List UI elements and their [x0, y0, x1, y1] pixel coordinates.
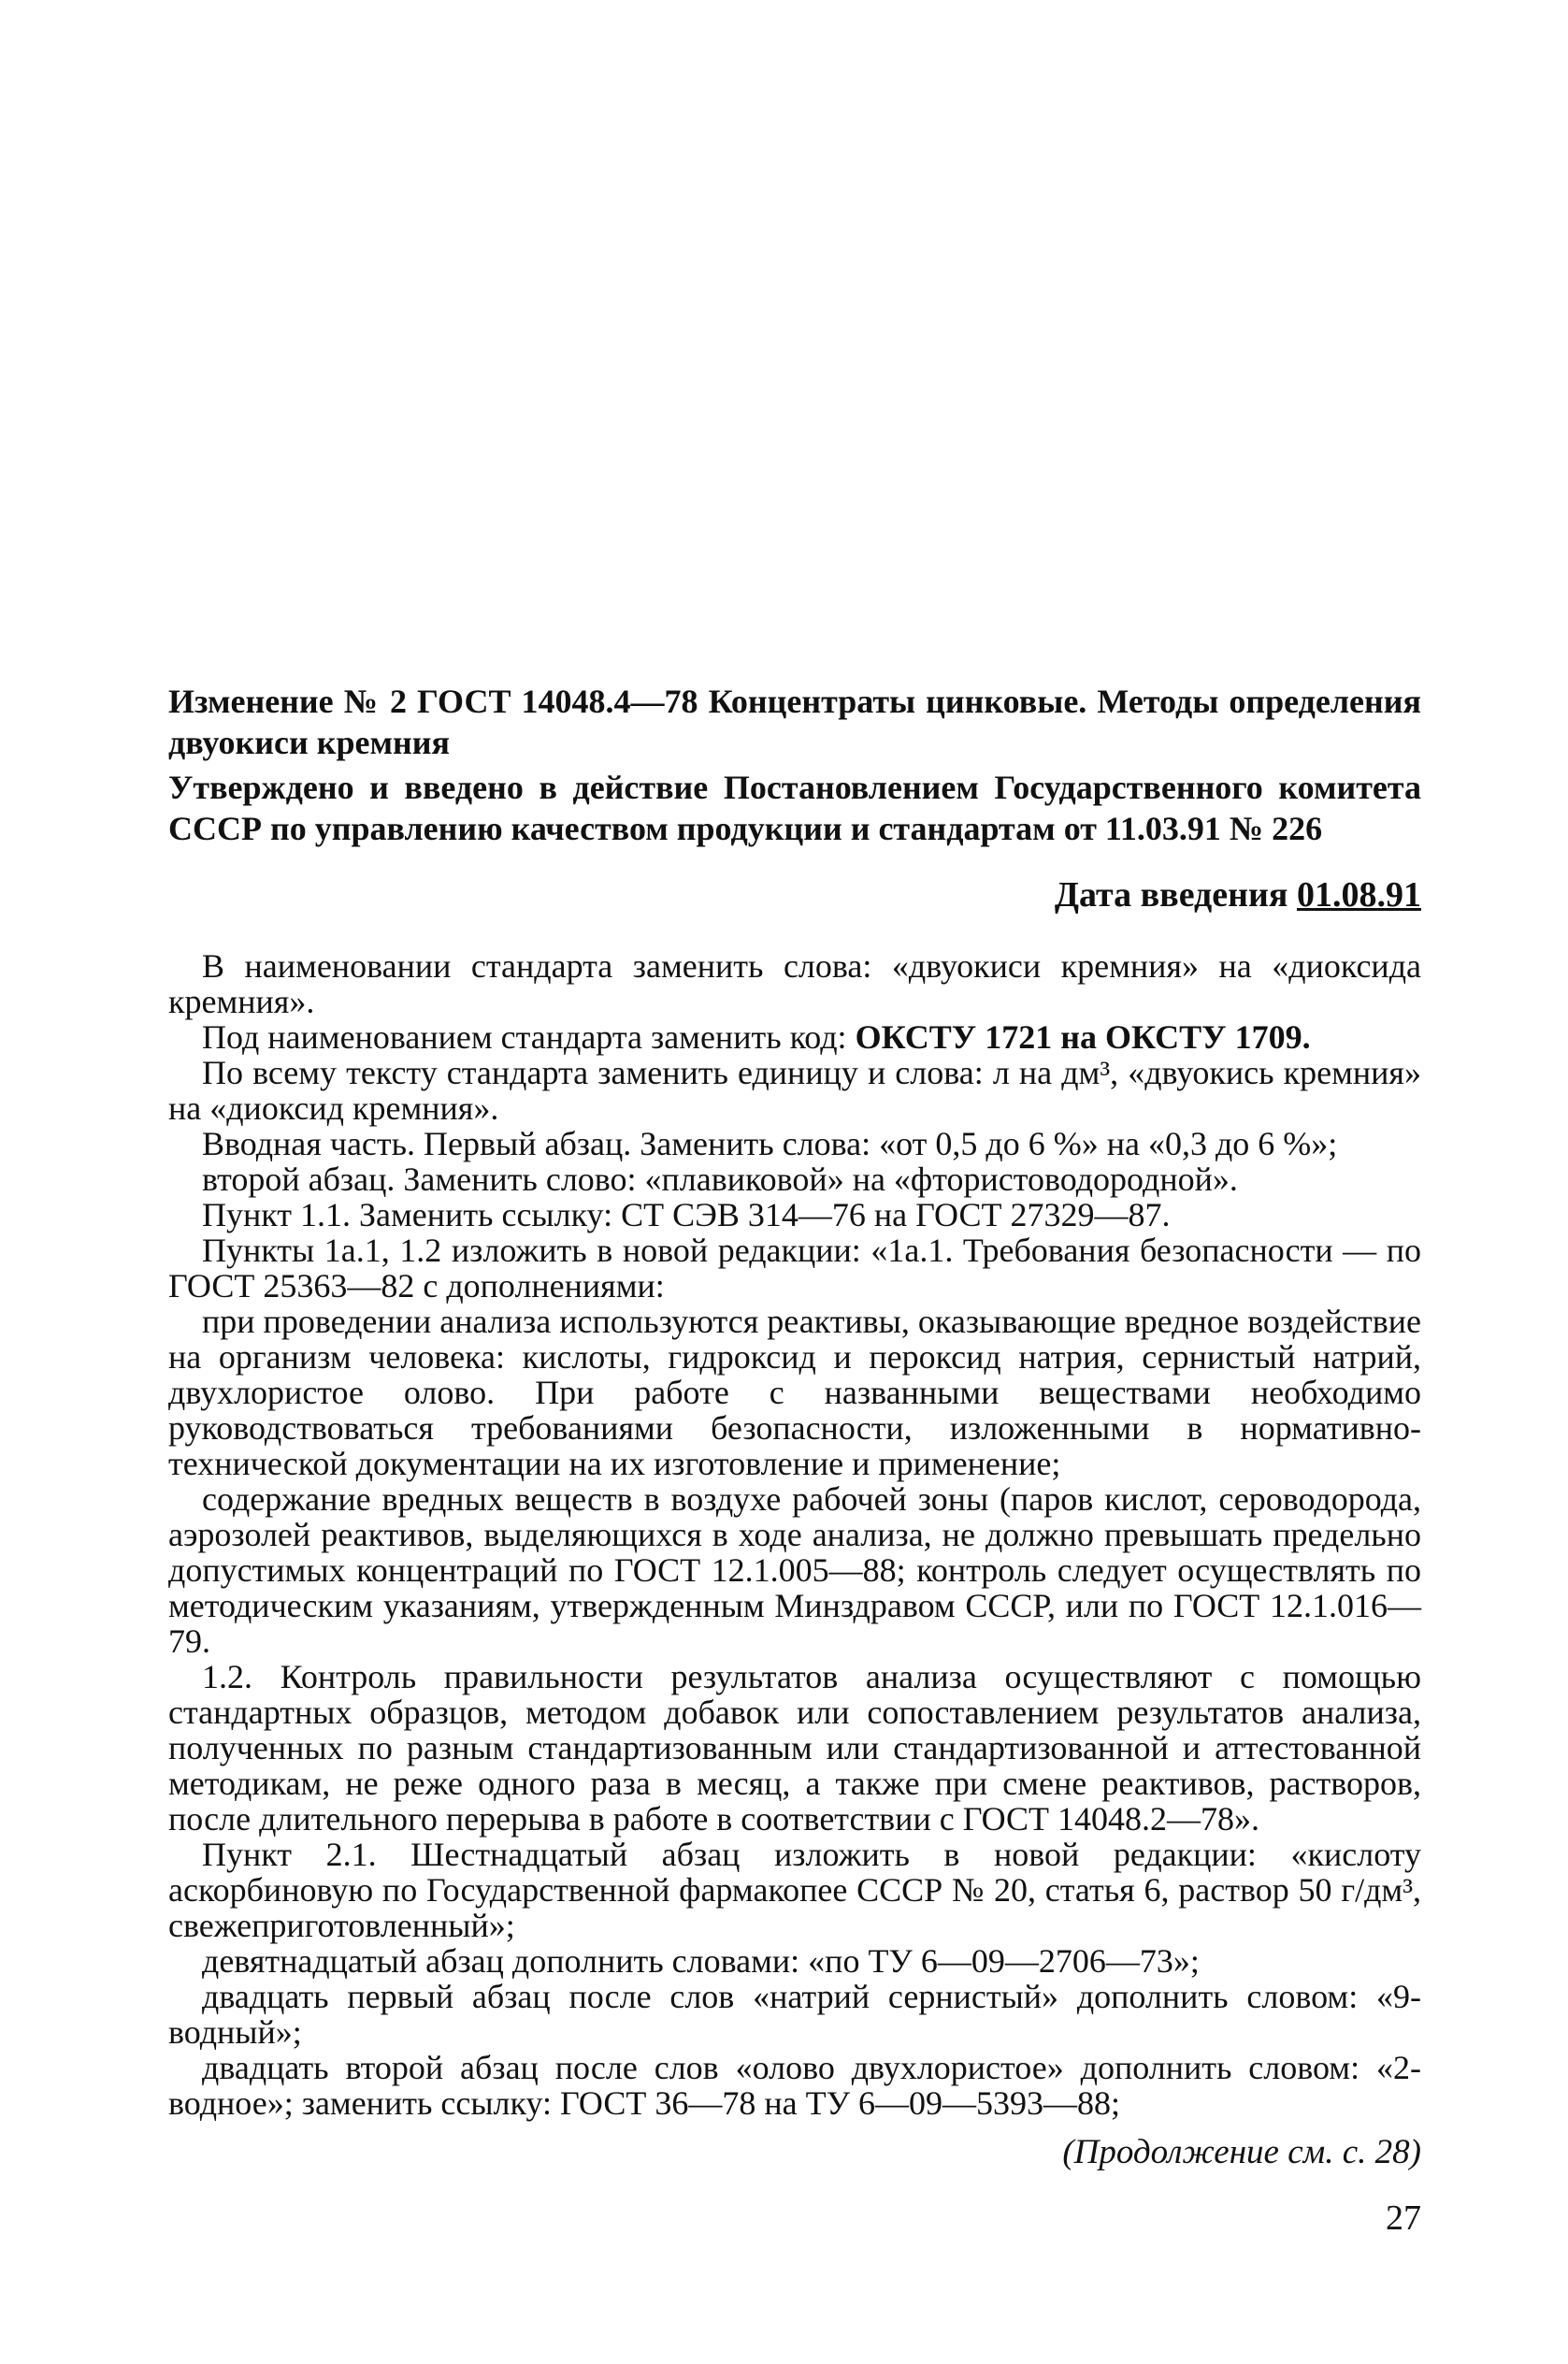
introduction-date	[168, 873, 1421, 916]
body-paragraph: при проведении анализа используются реактивы, оказывающие вредное воздействие на организм человека: кислоты, гидроксид и пероксид натрия, сернистый натрий, двухлористое олово. При работе с названными веществами необходимо руководствоваться требованиями безопасности, изложенными в нормативно-технической документации на их изготовление и применение;	[168, 1303, 1421, 1482]
introduction-date-value: 01.08.91	[1297, 875, 1421, 915]
body-paragraph: Пункт 1.1. Заменить ссылку: СТ СЭВ 314—76 на ГОСТ 27329—87.	[202, 1196, 1171, 1233]
body-paragraph: 1.2. Контроль правильности результатов анализа осуществляют с помощью стандартных образцов, методом добавок или сопоставлением результатов анализа, полученных по разным стандартизованным или стандартизованной и аттестованной методикам, не реже одного раза в месяц, а также при смене реактивов, растворов, после длительного перерыва в работе в соответствии с ГОСТ 14048.2—78».	[168, 1658, 1421, 1838]
body-paragraph: девятнадцатый абзац дополнить словами: «по ТУ 6—09—2706—73»;	[202, 1942, 1200, 1980]
body-paragraph: По всему тексту стандарта заменить единицу и слова: л на дм³, «двуокись кремния» на «диоксид кремния».	[168, 1054, 1421, 1127]
okstu-text: Под наименованием стандарта заменить код:	[202, 1018, 856, 1056]
body-paragraph: Пункты 1а.1, 1.2 изложить в новой редакции: «1а.1. Требования безопасности — по ГОСТ 25363—82 с дополнениями:	[168, 1232, 1421, 1305]
body-paragraph: содержание вредных веществ в воздухе рабочей зоны (паров кислот, сероводорода, аэрозолей реактивов, выделяющихся в ходе анализа, не должно превышать предельно допустимых концентраций по ГОСТ 12.1.005—88; контроль следует осуществлять по методическим указаниям, утвержденным Минздравом СССР, или по ГОСТ 12.1.016—79.	[168, 1480, 1421, 1660]
body-paragraph	[168, 1019, 1421, 1055]
body-paragraph: двадцать первый абзац после слов «натрий сернистый» дополнить словом: «9-водный»;	[168, 1978, 1421, 2051]
body-paragraph: В наименовании стандарта заменить слова: «двуокиси кремния» на «диоксида кремния».	[168, 947, 1421, 1020]
continuation-note: (Продолжение см. с. 28)	[1062, 2133, 1421, 2171]
introduction-date-label: Дата введения	[1054, 875, 1297, 915]
body-paragraph: второй абзац. Заменить слово: «плавиковой» на «фтористоводородной».	[202, 1160, 1238, 1198]
approval-statement: Утверждено и введено в действие Постановлением Государственного комитета СССР по управлению качеством продукции и стандартам от 11.03.91 № 226	[168, 769, 1421, 847]
amendment-body	[168, 948, 1421, 2121]
page-number: 27	[1386, 2198, 1421, 2238]
body-paragraph: двадцать второй абзац после слов «олово двухлористое» дополнить словом: «2-водное»; заменить ссылку: ГОСТ 36—78 на ТУ 6—09—5393—88;	[168, 2049, 1421, 2122]
document-title: Изменение № 2 ГОСТ 14048.4—78 Концентраты цинковые. Методы определения двуокиси кремния	[168, 683, 1421, 761]
body-paragraph: Вводная часть. Первый абзац. Заменить слова: «от 0,5 до 6 %» на «0,3 до 6 %»;	[202, 1125, 1338, 1162]
body-paragraph: Пункт 2.1. Шестнадцатый абзац изложить в новой редакции: «кислоту аскорбиновую по Государственной фармакопее СССР № 20, статья 6, раствор 50 г/дм³, свежеприготовленный»;	[168, 1836, 1421, 1944]
okstu-code-change: ОКСТУ 1721 на ОКСТУ 1709.	[855, 1018, 1311, 1056]
